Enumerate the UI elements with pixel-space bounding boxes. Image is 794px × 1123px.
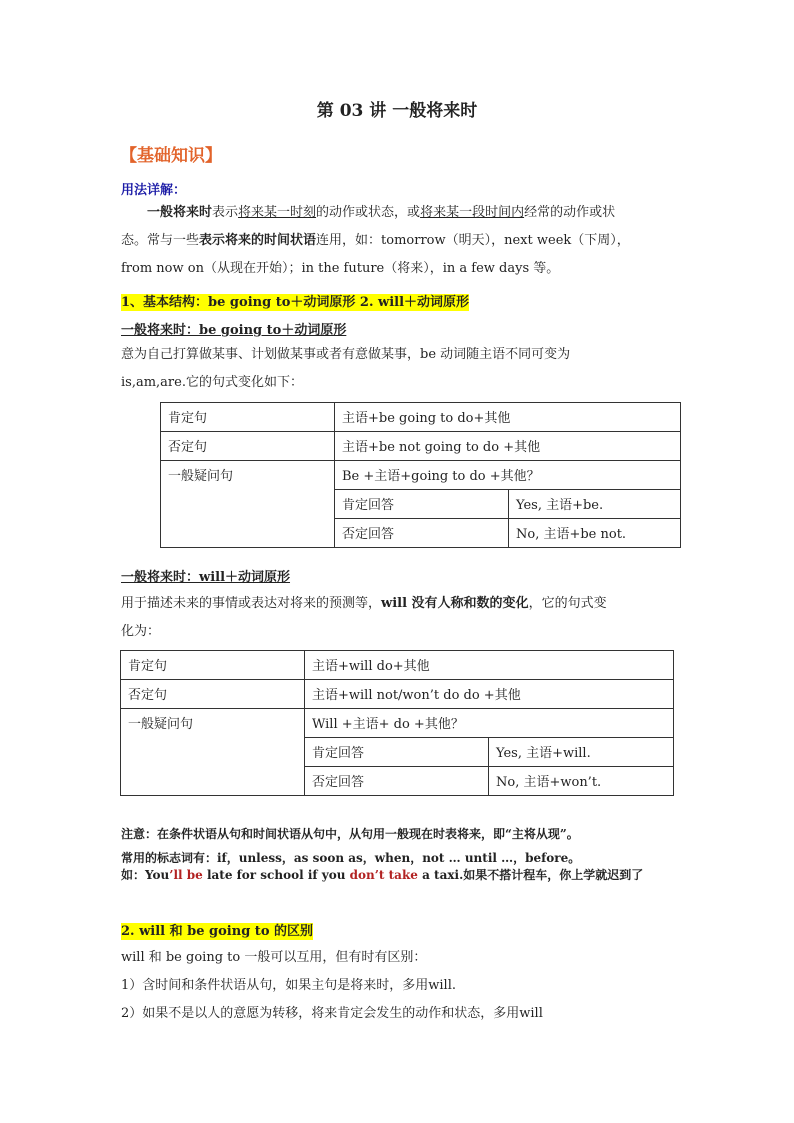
table-cell: 主语+will do+其他 [305,651,674,680]
table-row [161,403,681,432]
table-cell-label: 否定回答 [305,767,489,796]
page-title: 第 03 讲 一般将来时 [316,101,478,121]
bold-text: 表示将来的时间状语 [199,233,317,248]
going-to-heading: 一般将来时：be going to＋动词原形 [121,323,347,338]
intro-line-3: from now on（从现在开始）；in the future（将来），in a few days 等。 [121,261,560,276]
section-heading: 【基础知识】 [120,146,222,166]
description-text: 用于描述未来的事情或表达对将来的预测等， [121,596,382,611]
table-cell: Yes, 主语+will. [489,738,674,767]
bold-text: will 没有人称和数的变化 [381,596,529,611]
example-text: late for school if you [202,868,350,882]
term-future-tense: 一般将来时 [147,205,213,220]
example-text: 如：You [121,868,170,882]
table-cell: Be +主语+going to do +其他？ [335,461,681,490]
difference-line: 1）含时间和条件状语从句，如果主句是将来时，多用will. [121,978,457,993]
difference-line: will 和 be going to 一般可以互用，但有时有区别： [121,950,427,965]
table-cell-label: 肯定回答 [305,738,489,767]
table-cell: No, 主语+won’t. [489,767,674,796]
note-line: 常用的标志词有：if，unless，as soon as，when，not … until …，before。 [121,851,581,865]
table-cell-label: 否定回答 [335,519,509,548]
underlined-text: 将来某一段时间内 [420,205,525,220]
difference-heading [121,920,313,939]
structure-heading [121,291,469,310]
intro-line-1 [121,199,681,227]
intro-text: 连用，如：tomorrow（明天），next week（下周）， [316,233,630,248]
table-cell-label: 肯定句 [161,403,335,432]
going-to-description [121,341,681,397]
table-cell: Yes, 主语+be. [509,490,681,519]
highlighted-text: 1、基本结构：be going to＋动词原形 2. will＋动词原形 [121,295,470,310]
will-description [121,590,681,646]
table-row [121,709,674,738]
underlined-text: 将来某一时刻 [238,205,317,220]
table-cell: 主语+be not going to do +其他 [335,432,681,461]
table-cell: 主语+will not/won’t do do +其他 [305,680,674,709]
table-cell-label: 一般疑问句 [161,461,335,548]
intro-text: 的动作或状态，或 [316,205,421,220]
table-cell: Will +主语+ do +其他？ [305,709,674,738]
table-cell: 主语+be going to do+其他 [335,403,681,432]
note-line: 注意：在条件状语从句和时间状语从句中，从句用一般现在时表将来，即“主将从现”。 [121,827,579,841]
description-text: ，它的句式变 [528,596,607,611]
example-translation: 如果不搭计程车，你上学就迟到了 [463,868,644,882]
description-line: 意为自己打算做某事、计划做某事或者有意做某事，be 动词随主语不同可变为 [121,347,571,362]
table-row [161,432,681,461]
table-cell-label: 肯定句 [121,651,305,680]
will-heading: 一般将来时：will＋动词原形 [121,570,291,585]
intro-paragraph [121,199,681,283]
table-row [121,651,674,680]
intro-line-2 [121,227,681,255]
example-sentence [121,866,643,883]
table-cell-label: 否定句 [161,432,335,461]
intro-text: 态。常与一些 [121,233,200,248]
table-row [121,680,674,709]
description-line: is,am,are.它的句式变化如下： [121,375,303,390]
usage-heading: 用法详解： [121,183,187,198]
will-table [120,650,674,796]
example-text: a taxi. [417,868,464,882]
difference-line: 2）如果不是以人的意愿为转移，将来肯定会发生的动作和状态，多用will [121,1006,543,1021]
table-cell: No, 主语+be not. [509,519,681,548]
intro-text: 表示 [212,205,239,220]
difference-paragraph [121,944,681,1028]
description-line: 化为： [121,624,161,639]
intro-text: 经常的动作或状 [524,205,616,220]
example-highlight: don’t take [349,868,418,882]
example-highlight: ’ll be [169,868,203,882]
table-cell-label: 否定句 [121,680,305,709]
description-line [121,590,681,618]
table-cell-label: 一般疑问句 [121,709,305,796]
going-to-table [160,402,681,548]
highlighted-text: 2. will 和 be going to 的区别 [121,924,314,939]
note-block [121,822,681,870]
table-cell-label: 肯定回答 [335,490,509,519]
table-row [161,461,681,490]
